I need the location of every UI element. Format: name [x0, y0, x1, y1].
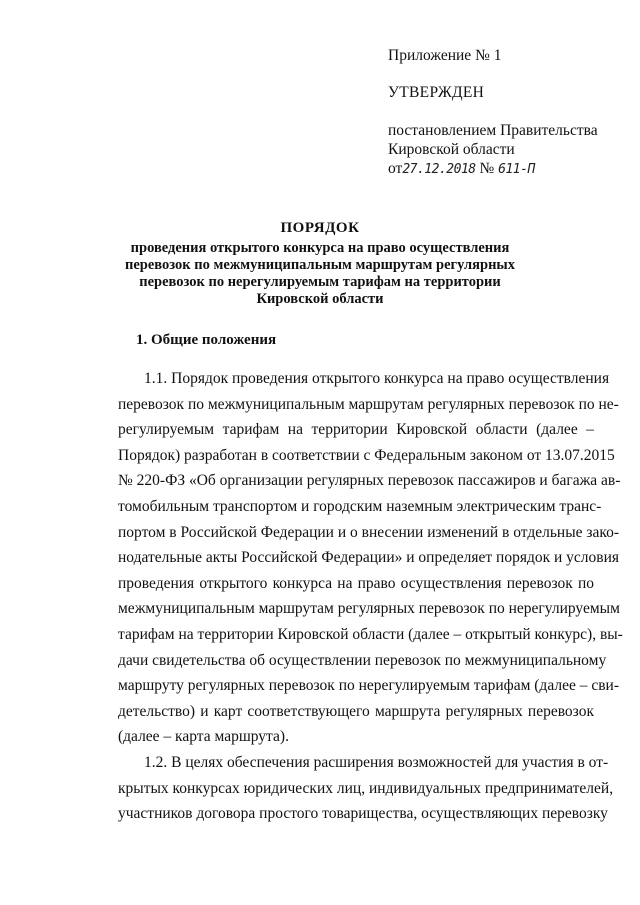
body-line: тарифам на территории Кировской области (далее – открытый конкурс), вы-: [118, 625, 623, 643]
main-title: ПОРЯДОК: [280, 220, 360, 236]
title-line: перевозок по нерегулируемым тарифам на территории: [139, 274, 501, 290]
body-text: [118, 366, 623, 827]
body-line: крытых конкурсах юридических лиц, индивидуальных предпринимателей,: [118, 779, 614, 797]
body-line: дачи свидетельства об осуществлении перевозок по межмуниципальному: [118, 651, 607, 669]
body-line: 1.1. Порядок проведения открытого конкурса на право осуществления: [144, 370, 610, 387]
title-line: проведения открытого конкурса на право осуществления: [130, 240, 510, 256]
approved-label: УТВЕРЖДЕН: [388, 84, 485, 101]
body-line: межмуниципальным маршрутам регулярных перевозок по нерегулируемым: [118, 600, 620, 618]
decree-line-3: [388, 159, 628, 179]
body-line: Порядок) разработан в соответствии с Федеральным законом от 13.07.2015: [118, 446, 615, 464]
section-heading: 1. Общие положения: [136, 332, 277, 348]
body-line: нодательные акты Российской Федерации» и определяет порядок и условия: [118, 549, 620, 567]
body-line: (далее – карта маршрута).: [118, 728, 289, 746]
body-line: 1.2. В целях обеспечения расширения возможностей для участия в от-: [144, 753, 609, 771]
decree-line-1: постановлением Правительства: [388, 122, 598, 139]
decree-line-2: Кировской области: [388, 141, 515, 158]
title-line: Кировской области: [256, 291, 384, 307]
decree-number-label: №: [479, 160, 495, 177]
body-line: томобильным транспортом и городским наземным электрическим транс-: [118, 497, 602, 515]
title-line: перевозок по межмуниципальным маршрутам регулярных: [124, 257, 515, 273]
decree-prefix: от: [388, 160, 403, 177]
decree-number-handwritten: 611-П: [498, 162, 535, 177]
body-line: портом в Российской Федерации и о внесении изменений в отдельные зако-: [118, 523, 620, 541]
body-line: участников договора простого товарищества, осуществляющих перевозку: [118, 805, 608, 823]
body-line: детельство) и карт соответствующего маршрута регулярных перевозок: [118, 702, 594, 720]
body-line: маршруту регулярных перевозок по нерегулируемым тарифам (далее – сви-: [118, 677, 619, 695]
document-title: [100, 220, 540, 308]
body-line: проведения открытого конкурса на право осуществления перевозок по: [118, 574, 594, 592]
decree-date-handwritten: 27.12.2018: [402, 162, 476, 177]
body-line: № 220-ФЗ «Об организации регулярных перевозок пассажиров и багажа ав-: [118, 472, 621, 490]
annex-label: Приложение № 1: [388, 47, 502, 64]
body-line: перевозок по межмуниципальным маршрутам регулярных перевозок по не-: [118, 395, 619, 413]
body-line: регулируемым тарифам на территории Кировской области (далее –: [118, 421, 594, 439]
approval-block: [388, 46, 628, 179]
